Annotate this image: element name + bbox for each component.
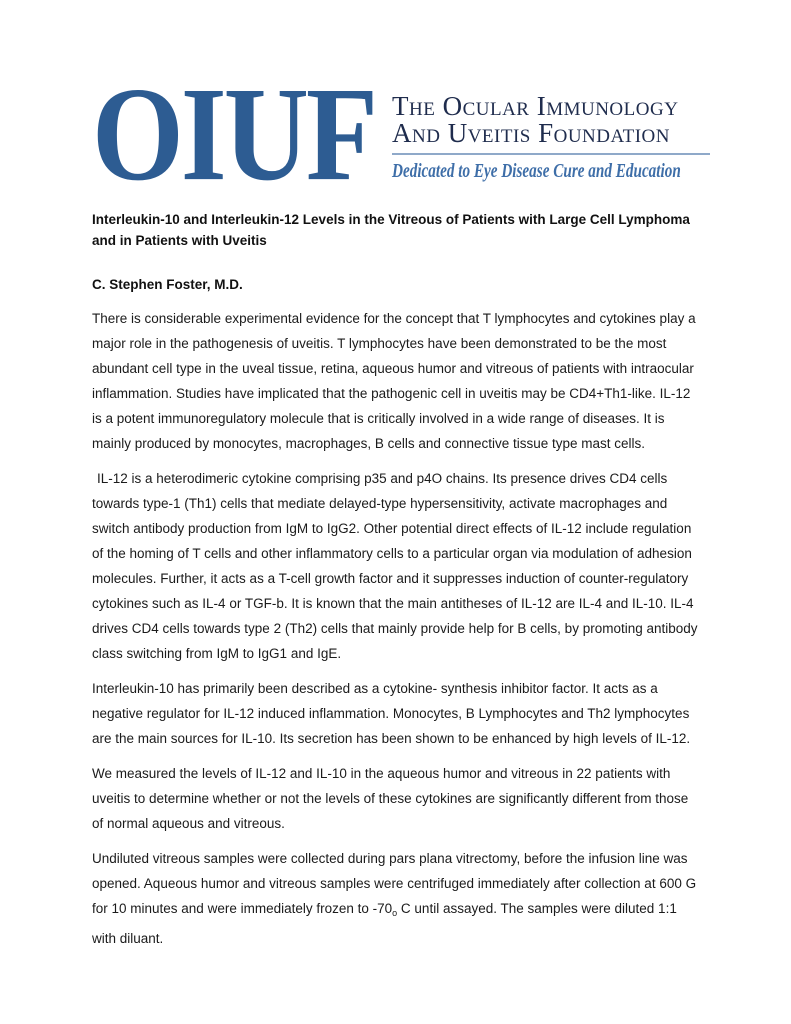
paragraph-methods-text: Undiluted vitreous samples were collected during pars plana vitrectomy, before the infusion line was opened. Aqueous humor and vitreous samples were centrifuged immediately after collection at 600 G for 10 minutes and were immediately frozen to -70 [92, 851, 697, 916]
paragraph-il12: IL-12 is a heterodimeric cytokine comprising p35 and p4O chains. Its presence drives CD4 cells towards type-1 (Th1) cells that mediate delayed-type hypersensitivity, activate macrophages and switch antibody production from IgM to IgG2. Other potential direct effects of IL-12 include regulation of the homing of T cells and other inflammatory cells to a particular organ via modulation of adhesion molecules. Further, it acts as a T-cell growth factor and it suppresses induction of counter-regulatory cytokines such as IL-4 or TGF-b. It is known that the main antitheses of IL-12 are IL-4 and IL-10. IL-4 drives CD4 cells towards type 2 (Th2) cells that mainly provide help for B cells, by promoting antibody class switching from IgM to IgG1 and IgE. [92, 471, 698, 661]
paragraph-methods-text-cont: C until assayed. The samples were diluted 1:1 with diluant. [92, 901, 677, 946]
paragraph-measurement: We measured the levels of IL-12 and IL-10 in the aqueous humor and vitreous in 22 patients with uveitis to determine whether or not the levels of these cytokines are significantly different from those of normal aqueous and vitreous. [92, 766, 689, 831]
article-body [92, 209, 700, 951]
paragraph-methods [92, 846, 700, 951]
subscript-o: o [392, 908, 398, 918]
foundation-name-line1: The Ocular Immunology [392, 91, 679, 121]
foundation-name-block [392, 89, 772, 183]
foundation-tagline: Dedicated to Eye Disease Cure and Education [392, 160, 681, 182]
paragraph-il10: Interleukin-10 has primarily been described as a cytokine- synthesis inhibitor factor. It acts as a negative regulator for IL-12 induced inflammation. Monocytes, B Lymphocytes and Th2 lymphocytes are the main sources for IL-10. Its secretion has been shown to be enhanced by high levels of IL-12. [92, 681, 691, 746]
oiuf-logo [92, 59, 696, 209]
oiuf-logo-acronym: OIUF [92, 59, 375, 209]
logo-horizontal-rule [392, 153, 710, 155]
paragraph-intro: There is considerable experimental evidence for the concept that T lymphocytes and cytokines play a major role in the pathogenesis of uveitis. T lymphocytes have been demonstrated to be the most abundant cell type in the uveal tissue, retina, aqueous humor and vitreous of patients with intraocular inflammation. Studies have implicated that the pathogenic cell in uveitis may be CD4+Th1-like. IL-12 is a potent immunoregulatory molecule that is critically involved in a wide range of diseases. It is mainly produced by monocytes, macrophages, B cells and connective tissue type mast cells. [92, 311, 696, 451]
foundation-name-line2: And Uveitis Foundation [392, 118, 670, 148]
article-author: C. Stephen Foster, M.D. [92, 277, 243, 292]
article-title: Interleukin-10 and Interleukin-12 Levels in the Vitreous of Patients with Large Cell Lymphoma and in Patients with Uveitis [92, 212, 690, 248]
